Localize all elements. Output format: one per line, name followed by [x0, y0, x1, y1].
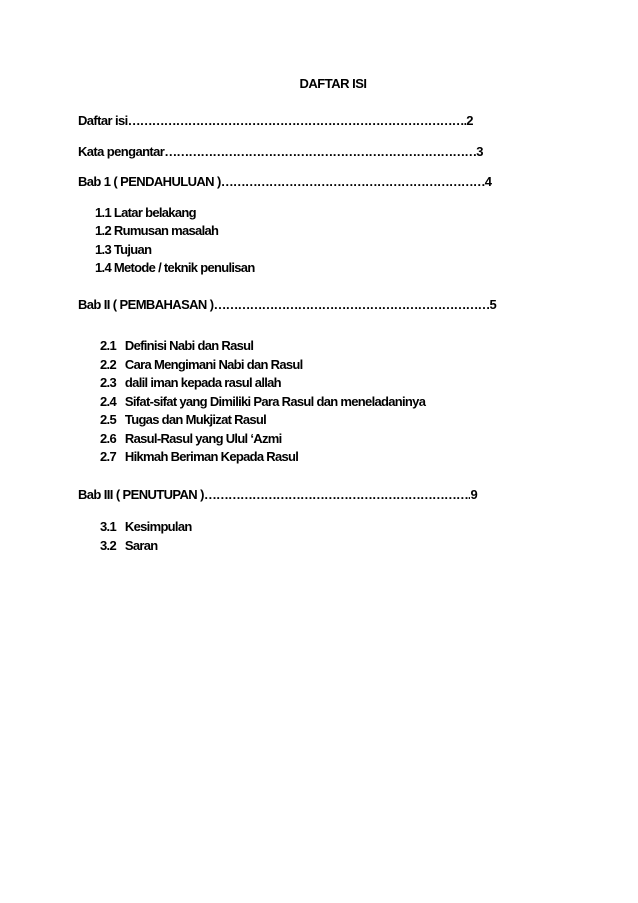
toc-entry-leader: …………………………………………………………. — [203, 487, 471, 502]
item-number: 2.4 — [100, 394, 116, 409]
toc-entry-leader: …………………………………………………………………… — [164, 144, 477, 159]
toc-entry-label: Kata pengantar — [78, 144, 165, 159]
item-text: Saran — [124, 538, 158, 553]
item-text: Kesimpulan — [124, 519, 192, 534]
toc-entry-label: Daftar isi — [78, 113, 128, 128]
item-number: 2.2 — [100, 357, 116, 372]
item-number: 2.7 — [100, 449, 116, 464]
bab1-item: 1.3 Tujuan — [95, 242, 152, 257]
toc-entry-page: 9 — [470, 487, 478, 502]
toc-entry-page: 3 — [476, 144, 483, 159]
item-number: 2.3 — [100, 375, 116, 390]
toc-entry-label: Bab II ( PEMBAHASAN ) — [78, 297, 214, 312]
bab1-item: 1.4 Metode / teknik penulisan — [95, 260, 255, 275]
bab1-item: 1.2 Rumusan masalah — [95, 223, 219, 238]
bab2-item — [100, 338, 253, 353]
item-number: 2.5 — [100, 412, 116, 427]
bab2-item — [100, 357, 303, 372]
bab2-item — [100, 394, 425, 409]
item-text: Definisi Nabi dan Rasul — [124, 338, 254, 353]
toc-entry-page: 2 — [466, 113, 473, 128]
bab2-item — [100, 431, 282, 446]
toc-entry-daftar-isi — [78, 113, 473, 128]
item-text: Tugas dan Mukjizat Rasul — [124, 412, 267, 427]
item-number: 2.1 — [100, 338, 116, 353]
toc-entry-leader: …………………………………………………………………………. — [127, 113, 467, 128]
bab2-item — [100, 412, 266, 427]
toc-entry-bab1 — [78, 174, 491, 189]
toc-entry-leader: …………………………………………………………… — [213, 297, 490, 312]
item-number: 3.2 — [100, 538, 116, 553]
toc-entry-leader: ………………………………………………………… — [220, 174, 485, 189]
bab2-item — [100, 375, 281, 390]
item-text: Hikmah Beriman Kepada Rasul — [124, 449, 299, 464]
bab3-item — [100, 519, 192, 534]
bab2-item — [100, 449, 298, 464]
item-text: Rasul-Rasul yang Ulul ‘Azmi — [124, 431, 282, 446]
item-text: Cara Mengimani Nabi dan Rasul — [124, 357, 303, 372]
toc-entry-bab2 — [78, 297, 496, 312]
toc-entry-page: 4 — [484, 174, 492, 189]
toc-entry-label: Bab III ( PENUTUPAN ) — [78, 487, 204, 502]
bab3-item — [100, 538, 158, 553]
toc-entry-page: 5 — [489, 297, 497, 312]
bab1-item: 1.1 Latar belakang — [95, 205, 196, 220]
page-title: DAFTAR ISI — [299, 76, 367, 91]
toc-entry-label: Bab 1 ( PENDAHULUAN ) — [78, 174, 221, 189]
item-number: 3.1 — [100, 519, 116, 534]
toc-entry-bab3 — [78, 487, 477, 502]
toc-entry-kata-pengantar — [78, 144, 483, 159]
item-text: Sifat-sifat yang Dimiliki Para Rasul dan meneladaninya — [124, 394, 426, 409]
item-text: dalil iman kepada rasul allah — [124, 375, 281, 390]
item-number: 2.6 — [100, 431, 116, 446]
